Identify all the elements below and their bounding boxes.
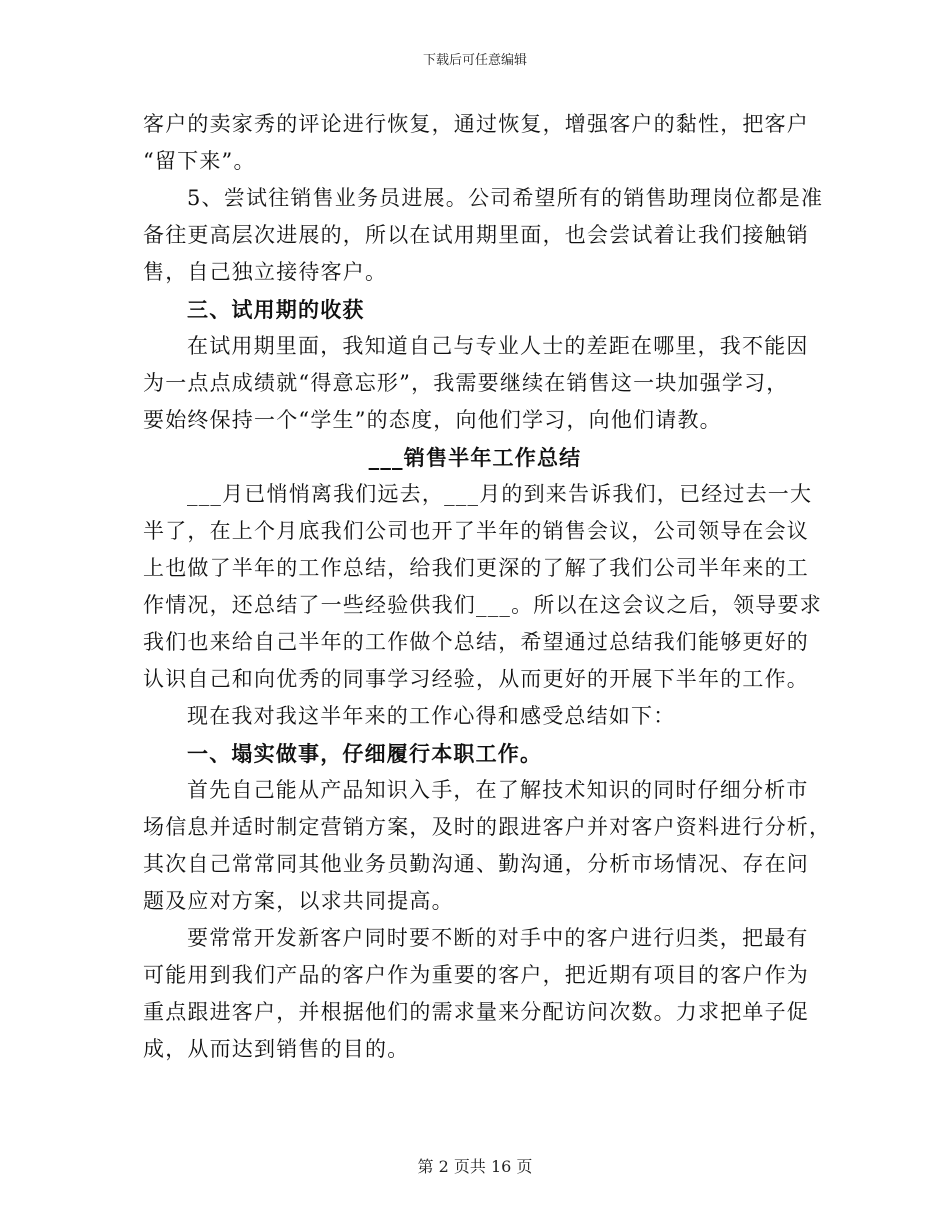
text-line: 我们也来给自己半年的工作做个总结，希望通过总结我们能够更好的: [143, 630, 809, 654]
paragraph-intro: [143, 476, 822, 698]
text-line: 半了，在上个月底我们公司也开了半年的销售会议，公司领导在会议: [143, 519, 809, 543]
text-line: 重点跟进客户，并根据他们的需求量来分配访问次数。力求把单子促: [143, 1000, 809, 1024]
paragraph-item-5: [143, 180, 824, 291]
paragraph-product-knowledge: [143, 772, 832, 920]
text-line: 作情况，还总结了一些经验供我们___。所以在这会议之后，领导要求: [143, 593, 822, 617]
text-line: 备往更高层次进展的，所以在试用期里面，也会尝试着让我们接触销: [143, 223, 809, 247]
text-line: “留下来”。: [143, 149, 256, 173]
text-line: 为一点点成绩就“得意忘形”，我需要继续在销售这一块加强学习，: [143, 371, 789, 395]
document-body: [143, 106, 832, 1068]
text-line: 要始终保持一个“学生”的态度，向他们学习，向他们请教。: [143, 408, 722, 432]
section-heading-gains: 三、试用期的收获: [187, 297, 365, 322]
text-line: 场信息并适时制定营销方案，及时的跟进客户并对客户资料进行分析，: [143, 815, 832, 839]
text-line: 首先自己能从产品知识入手，在了解技术知识的同时仔细分析市: [187, 778, 809, 802]
text-line: 上也做了半年的工作总结，给我们更深的了解了我们公司半年来的工: [143, 556, 809, 580]
text-line: 认识自己和向优秀的同事学习经验，从而更好的开展下半年的工作。: [143, 667, 809, 691]
paragraph-continued: [143, 106, 807, 180]
text-line: 在试用期里面，我知道自己与专业人士的差距在哪里，我不能因: [187, 334, 809, 358]
text-line: 售，自己独立接待客户。: [143, 260, 388, 284]
text-line: 5、尝试往销售业务员进展。公司希望所有的销售助理岗位都是准: [187, 186, 824, 210]
page-header: 下载后可任意编辑: [422, 53, 527, 68]
text-line: ___月已悄悄离我们远去，___月的到来告诉我们，已经过去一大: [187, 482, 813, 506]
document-title: ___销售半年工作总结: [368, 445, 582, 470]
section-heading-diligent-work: 一、塌实做事，仔细履行本职工作。: [187, 741, 543, 766]
paragraph-new-clients: [143, 920, 807, 1068]
text-line: 成，从而达到销售的目的。: [143, 1037, 410, 1061]
text-line: 客户的卖家秀的评论进行恢复，通过恢复，增强客户的黏性，把客户: [143, 112, 809, 136]
paragraph-gains: [143, 328, 807, 439]
page-footer: 第 2 页共 16 页: [417, 1157, 533, 1176]
text-line: 题及应对方案，以求共同提高。: [143, 889, 454, 913]
text-line: 其次自己常常同其他业务员勤沟通、勤沟通，分析市场情况、存在问: [143, 852, 809, 876]
paragraph-summary-lead: 现在我对我这半年来的工作心得和感受总结如下：: [187, 704, 676, 728]
text-line: 可能用到我们产品的客户作为重要的客户，把近期有项目的客户作为: [143, 963, 809, 987]
text-line: 要常常开发新客户同时要不断的对手中的客户进行归类，把最有: [187, 926, 809, 950]
